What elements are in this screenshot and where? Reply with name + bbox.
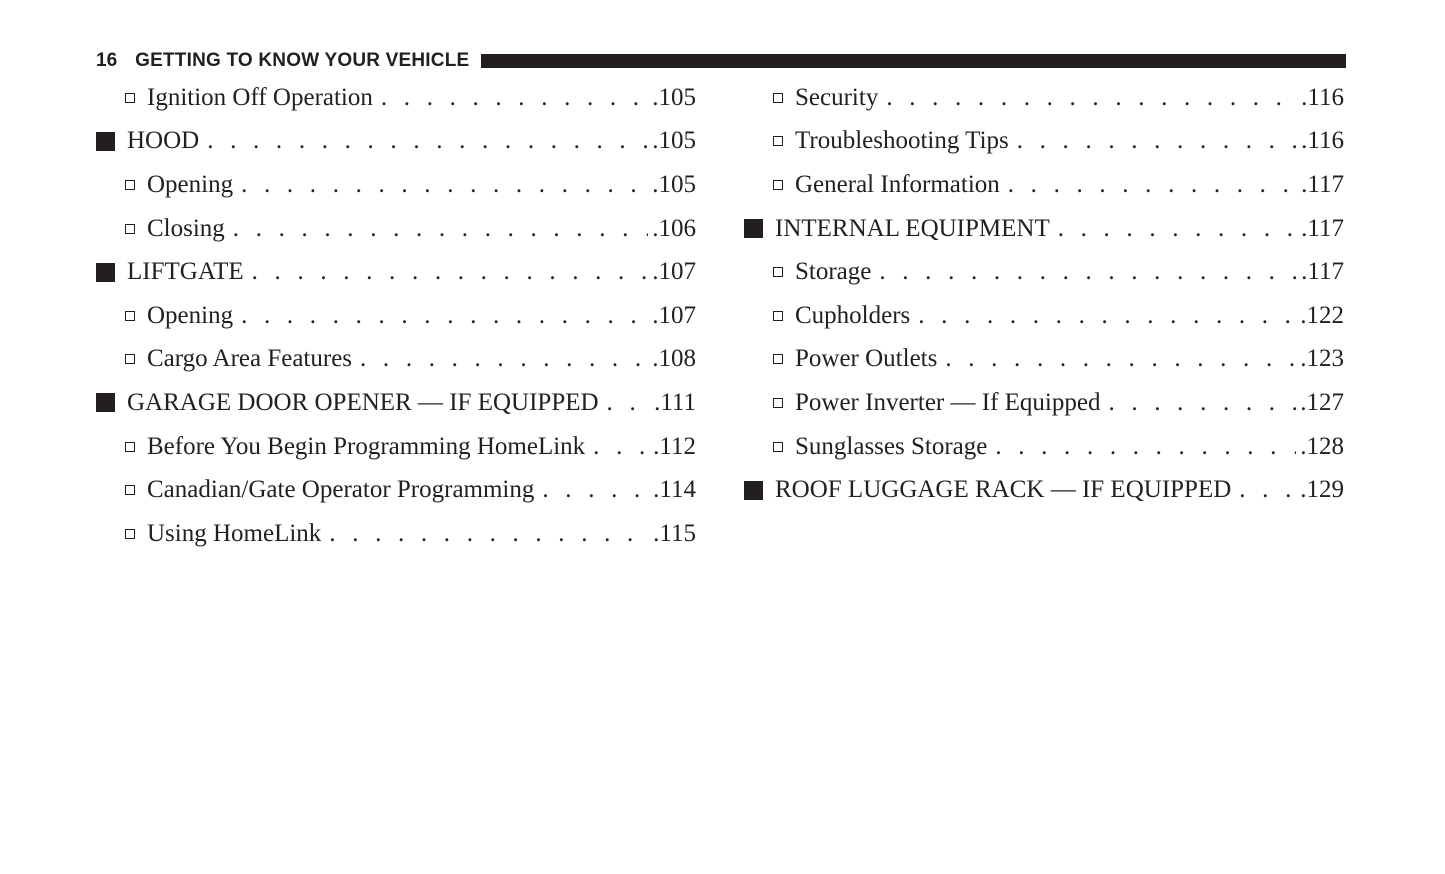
hollow-square-bullet-icon bbox=[773, 136, 783, 146]
toc-entry-label: Opening bbox=[147, 301, 234, 329]
filled-square-bullet-icon bbox=[744, 481, 763, 500]
hollow-square-bullet-icon bbox=[125, 529, 135, 539]
toc-entry-label: Troubleshooting Tips bbox=[795, 127, 1009, 155]
hollow-square-bullet-icon bbox=[125, 354, 135, 364]
hollow-square-bullet-icon bbox=[125, 442, 135, 452]
toc-entry[interactable] bbox=[96, 163, 696, 207]
dot-leader bbox=[918, 302, 1296, 330]
toc-entry-label: Security bbox=[795, 83, 879, 111]
toc-entry-page: .128 bbox=[1300, 432, 1344, 460]
filled-square-bullet-icon bbox=[96, 393, 115, 412]
filled-square-bullet-icon bbox=[96, 263, 115, 282]
dot-leader bbox=[995, 433, 1296, 461]
dot-leader bbox=[945, 345, 1296, 373]
dot-leader bbox=[542, 476, 649, 504]
toc-entry[interactable] bbox=[96, 425, 696, 469]
toc-entry-page: .116 bbox=[1301, 127, 1344, 155]
toc-entry[interactable] bbox=[744, 163, 1344, 207]
toc-entry[interactable] bbox=[744, 250, 1344, 294]
toc-entry-page: .117 bbox=[1301, 258, 1344, 286]
dot-leader bbox=[329, 520, 649, 548]
toc-entry-label: General Information bbox=[795, 170, 1000, 198]
toc-entry-page: .105 bbox=[652, 127, 696, 155]
dot-leader bbox=[1239, 476, 1296, 504]
dot-leader bbox=[1058, 215, 1297, 243]
dot-leader bbox=[1017, 127, 1297, 155]
hollow-square-bullet-icon bbox=[125, 485, 135, 495]
toc-entry-page: .108 bbox=[652, 345, 696, 373]
toc-entry[interactable] bbox=[96, 468, 696, 512]
toc-entry[interactable] bbox=[744, 468, 1344, 512]
toc-entry[interactable] bbox=[96, 120, 696, 164]
header-rule bbox=[481, 54, 1346, 68]
toc-entry-label: LIFTGATE bbox=[127, 258, 244, 286]
toc-entry-page: .117 bbox=[1301, 214, 1344, 242]
filled-square-bullet-icon bbox=[744, 219, 763, 238]
toc-entry-page: .105 bbox=[652, 170, 696, 198]
page-number: 16 bbox=[96, 50, 118, 71]
toc-entry-page: .129 bbox=[1300, 476, 1344, 504]
toc-entry[interactable] bbox=[96, 381, 696, 425]
toc-right-column bbox=[744, 76, 1344, 512]
hollow-square-bullet-icon bbox=[773, 180, 783, 190]
toc-entry[interactable] bbox=[744, 207, 1344, 251]
toc-entry-label: Cargo Area Features bbox=[147, 345, 353, 373]
dot-leader bbox=[1108, 389, 1296, 417]
toc-entry-page: .127 bbox=[1300, 388, 1344, 416]
toc-entry-page: .105 bbox=[652, 83, 696, 111]
toc-entry-label: Storage bbox=[795, 258, 872, 286]
section-title: GETTING TO KNOW YOUR VEHICLE bbox=[135, 50, 470, 71]
toc-entry[interactable] bbox=[744, 120, 1344, 164]
toc-entry-page: .117 bbox=[1301, 170, 1344, 198]
toc-entry-page: .112 bbox=[653, 432, 696, 460]
page-header bbox=[96, 49, 1346, 73]
toc-entry[interactable] bbox=[96, 250, 696, 294]
toc-entry-page: .111 bbox=[654, 388, 696, 416]
dot-leader bbox=[252, 258, 649, 286]
toc-left-column bbox=[96, 76, 696, 556]
filled-square-bullet-icon bbox=[96, 132, 115, 151]
dot-leader bbox=[607, 389, 651, 417]
toc-entry[interactable] bbox=[744, 76, 1344, 120]
toc-entry[interactable] bbox=[96, 338, 696, 382]
toc-entry-page: .107 bbox=[652, 258, 696, 286]
dot-leader bbox=[241, 302, 648, 330]
toc-entry-label: Ignition Off Operation bbox=[147, 83, 373, 111]
hollow-square-bullet-icon bbox=[773, 311, 783, 321]
dot-leader bbox=[886, 84, 1297, 112]
toc-entry-page: .122 bbox=[1300, 301, 1344, 329]
dot-leader bbox=[879, 258, 1297, 286]
dot-leader bbox=[381, 84, 648, 112]
dot-leader bbox=[1008, 171, 1297, 199]
toc-entry-page: .106 bbox=[652, 214, 696, 242]
toc-entry-page: .116 bbox=[1301, 83, 1344, 111]
dot-leader bbox=[593, 433, 649, 461]
toc-entry[interactable] bbox=[96, 512, 696, 556]
hollow-square-bullet-icon bbox=[125, 311, 135, 321]
toc-entry-label: INTERNAL EQUIPMENT bbox=[775, 214, 1050, 242]
dot-leader bbox=[207, 127, 648, 155]
toc-entry[interactable] bbox=[96, 76, 696, 120]
dot-leader bbox=[233, 215, 648, 243]
toc-entry[interactable] bbox=[744, 381, 1344, 425]
hollow-square-bullet-icon bbox=[125, 224, 135, 234]
toc-entry[interactable] bbox=[744, 338, 1344, 382]
toc-entry-label: ROOF LUGGAGE RACK — IF EQUIPPED bbox=[775, 476, 1232, 504]
dot-leader bbox=[360, 345, 648, 373]
hollow-square-bullet-icon bbox=[125, 180, 135, 190]
hollow-square-bullet-icon bbox=[773, 93, 783, 103]
toc-entry-label: GARAGE DOOR OPENER — IF EQUIPPED bbox=[127, 388, 599, 416]
dot-leader bbox=[241, 171, 648, 199]
toc-entry-page: .107 bbox=[652, 301, 696, 329]
toc-entry-page: .114 bbox=[653, 476, 696, 504]
toc-entry-label: Using HomeLink bbox=[147, 519, 322, 547]
toc-entry-label: Opening bbox=[147, 170, 234, 198]
toc-entry-label: Cupholders bbox=[795, 301, 911, 329]
toc-entry-label: Canadian/Gate Operator Programming bbox=[147, 476, 535, 504]
toc-entry-page: .123 bbox=[1300, 345, 1344, 373]
toc-entry-label: Closing bbox=[147, 214, 225, 242]
hollow-square-bullet-icon bbox=[773, 354, 783, 364]
toc-entry-page: .115 bbox=[653, 519, 696, 547]
toc-entry-label: Power Inverter — If Equipped bbox=[795, 388, 1101, 416]
toc-entry-label: Before You Begin Programming HomeLink bbox=[147, 432, 586, 460]
toc-entry-label: HOOD bbox=[127, 127, 200, 155]
hollow-square-bullet-icon bbox=[773, 267, 783, 277]
toc-entry[interactable] bbox=[744, 425, 1344, 469]
toc-entry[interactable] bbox=[96, 207, 696, 251]
toc-entry-label: Power Outlets bbox=[795, 345, 938, 373]
toc-entry[interactable] bbox=[96, 294, 696, 338]
toc-entry[interactable] bbox=[744, 294, 1344, 338]
hollow-square-bullet-icon bbox=[773, 442, 783, 452]
hollow-square-bullet-icon bbox=[773, 398, 783, 408]
hollow-square-bullet-icon bbox=[125, 93, 135, 103]
toc-entry-label: Sunglasses Storage bbox=[795, 432, 988, 460]
